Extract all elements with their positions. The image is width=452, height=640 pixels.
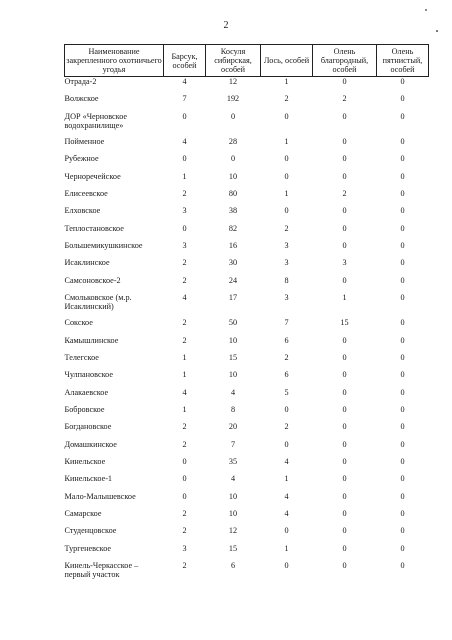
cell-sika-deer: 0 bbox=[400, 387, 405, 397]
cell-badger: 7 bbox=[182, 94, 187, 104]
table-row bbox=[65, 224, 429, 241]
cell-red-deer: 0 bbox=[342, 240, 347, 250]
cell-roe-deer: 192 bbox=[226, 94, 240, 104]
cell-ground-name: Телегское bbox=[64, 352, 99, 362]
scan-speck bbox=[425, 9, 427, 11]
cell-ground-name: Самарское bbox=[64, 508, 102, 518]
cell-ground-name: Кинельское bbox=[64, 456, 106, 466]
cell-badger: 2 bbox=[182, 439, 187, 449]
cell-roe-deer: 17 bbox=[228, 292, 238, 302]
cell-badger: 4 bbox=[182, 77, 187, 86]
table-row bbox=[65, 388, 429, 405]
hunting-grounds-table-wrapper bbox=[64, 44, 429, 586]
cell-elk: 8 bbox=[284, 275, 289, 285]
cell-roe-deer: 24 bbox=[228, 275, 238, 285]
cell-badger: 2 bbox=[182, 188, 187, 198]
cell-elk: 0 bbox=[284, 154, 289, 164]
cell-ground-name: Теплостановское bbox=[64, 223, 124, 233]
cell-sika-deer: 0 bbox=[400, 258, 405, 268]
header-red-deer: Олень благородный, особей bbox=[313, 45, 377, 77]
cell-badger: 3 bbox=[182, 206, 187, 216]
cell-ground-name: Смольковское (м.р. Исаклинский) bbox=[64, 292, 132, 311]
cell-ground-name: Камышлинское bbox=[64, 335, 119, 345]
cell-roe-deer: 15 bbox=[228, 352, 238, 362]
table-row bbox=[65, 561, 429, 586]
hunting-grounds-table bbox=[64, 44, 429, 586]
cell-badger: 1 bbox=[182, 352, 187, 362]
cell-sika-deer: 0 bbox=[400, 77, 405, 86]
cell-badger: 1 bbox=[182, 171, 187, 181]
cell-roe-deer: 38 bbox=[228, 206, 238, 216]
cell-red-deer: 3 bbox=[342, 258, 347, 268]
cell-elk: 4 bbox=[284, 491, 289, 501]
cell-sika-deer: 0 bbox=[400, 111, 405, 121]
cell-sika-deer: 0 bbox=[400, 560, 405, 570]
cell-badger: 2 bbox=[182, 422, 187, 432]
cell-ground-name: Елховское bbox=[64, 206, 101, 216]
cell-red-deer: 0 bbox=[342, 439, 347, 449]
cell-ground-name: Домашкинское bbox=[64, 439, 117, 449]
cell-red-deer: 2 bbox=[342, 188, 347, 198]
cell-badger: 0 bbox=[182, 111, 187, 121]
cell-elk: 1 bbox=[284, 136, 289, 146]
table-row bbox=[65, 492, 429, 509]
cell-roe-deer: 82 bbox=[228, 223, 238, 233]
cell-badger: 0 bbox=[182, 491, 187, 501]
cell-sika-deer: 0 bbox=[400, 206, 405, 216]
cell-red-deer: 0 bbox=[342, 474, 347, 484]
cell-roe-deer: 30 bbox=[228, 258, 238, 268]
cell-red-deer: 0 bbox=[342, 543, 347, 553]
cell-red-deer: 0 bbox=[342, 526, 347, 536]
table-row bbox=[65, 137, 429, 154]
cell-elk: 1 bbox=[284, 188, 289, 198]
cell-red-deer: 0 bbox=[342, 370, 347, 380]
cell-roe-deer: 10 bbox=[228, 171, 238, 181]
scan-speck bbox=[436, 30, 438, 32]
cell-roe-deer: 8 bbox=[230, 404, 236, 414]
cell-ground-name: Алакаевское bbox=[64, 387, 109, 397]
table-row bbox=[65, 440, 429, 457]
table-body bbox=[65, 77, 429, 587]
cell-elk: 3 bbox=[284, 292, 289, 302]
cell-red-deer: 0 bbox=[342, 352, 347, 362]
cell-roe-deer: 7 bbox=[230, 439, 236, 449]
cell-roe-deer: 4 bbox=[230, 474, 236, 484]
cell-elk: 0 bbox=[284, 526, 289, 536]
cell-roe-deer: 80 bbox=[228, 188, 238, 198]
cell-red-deer: 2 bbox=[342, 94, 347, 104]
cell-roe-deer: 4 bbox=[230, 387, 236, 397]
cell-red-deer: 0 bbox=[342, 77, 347, 86]
table-row bbox=[65, 370, 429, 387]
cell-elk: 1 bbox=[284, 77, 289, 86]
table-row bbox=[65, 276, 429, 293]
cell-badger: 0 bbox=[182, 456, 187, 466]
cell-badger: 2 bbox=[182, 508, 187, 518]
cell-elk: 0 bbox=[284, 206, 289, 216]
cell-sika-deer: 0 bbox=[400, 526, 405, 536]
table-row bbox=[65, 206, 429, 223]
cell-red-deer: 0 bbox=[342, 456, 347, 466]
cell-elk: 0 bbox=[284, 111, 289, 121]
table-row bbox=[65, 189, 429, 206]
cell-badger: 2 bbox=[182, 258, 187, 268]
cell-elk: 5 bbox=[284, 387, 289, 397]
cell-sika-deer: 0 bbox=[400, 474, 405, 484]
cell-elk: 2 bbox=[284, 422, 289, 432]
cell-ground-name: Пойменное bbox=[64, 136, 105, 146]
cell-ground-name: ДОР «Черновское водохранилище» bbox=[64, 111, 128, 130]
cell-roe-deer: 0 bbox=[230, 154, 236, 164]
table-row bbox=[65, 112, 429, 137]
cell-ground-name: Студенцовское bbox=[64, 526, 117, 536]
cell-elk: 3 bbox=[284, 240, 289, 250]
cell-sika-deer: 0 bbox=[400, 456, 405, 466]
cell-red-deer: 0 bbox=[342, 491, 347, 501]
cell-red-deer: 15 bbox=[340, 318, 349, 328]
cell-ground-name: Отрада-2 bbox=[64, 77, 97, 86]
cell-elk: 3 bbox=[284, 258, 289, 268]
table-row bbox=[65, 422, 429, 439]
cell-red-deer: 0 bbox=[342, 136, 347, 146]
cell-badger: 4 bbox=[182, 136, 187, 146]
cell-sika-deer: 0 bbox=[400, 543, 405, 553]
cell-elk: 0 bbox=[284, 171, 289, 181]
cell-elk: 0 bbox=[284, 560, 289, 570]
cell-badger: 2 bbox=[182, 335, 187, 345]
cell-ground-name: Мало-Малышевское bbox=[64, 491, 136, 501]
cell-sika-deer: 0 bbox=[400, 352, 405, 362]
header-sika-deer: Олень пятнистый, особей bbox=[377, 45, 429, 77]
table-row bbox=[65, 258, 429, 275]
cell-ground-name: Большемикушкинское bbox=[64, 240, 143, 250]
cell-roe-deer: 0 bbox=[230, 111, 236, 121]
cell-badger: 1 bbox=[182, 370, 187, 380]
cell-elk: 0 bbox=[284, 439, 289, 449]
table-row bbox=[65, 293, 429, 318]
cell-red-deer: 1 bbox=[342, 292, 347, 302]
cell-badger: 4 bbox=[182, 292, 187, 302]
cell-sika-deer: 0 bbox=[400, 422, 405, 432]
cell-sika-deer: 0 bbox=[400, 136, 405, 146]
cell-sika-deer: 0 bbox=[400, 275, 405, 285]
cell-badger: 2 bbox=[182, 526, 187, 536]
cell-badger: 2 bbox=[182, 318, 187, 328]
cell-badger: 2 bbox=[182, 560, 187, 570]
cell-sika-deer: 0 bbox=[400, 508, 405, 518]
table-row bbox=[65, 241, 429, 258]
cell-sika-deer: 0 bbox=[400, 188, 405, 198]
cell-ground-name: Сокское bbox=[64, 318, 93, 328]
cell-sika-deer: 0 bbox=[400, 292, 405, 302]
cell-red-deer: 0 bbox=[342, 206, 347, 216]
cell-red-deer: 0 bbox=[342, 111, 347, 121]
cell-roe-deer: 12 bbox=[228, 77, 238, 86]
cell-ground-name: Чулпановское bbox=[64, 370, 113, 380]
cell-roe-deer: 35 bbox=[228, 456, 238, 466]
header-elk: Лось, особей bbox=[261, 45, 313, 77]
table-row bbox=[65, 318, 429, 335]
table-row bbox=[65, 353, 429, 370]
cell-red-deer: 0 bbox=[342, 154, 347, 164]
cell-ground-name: Кинельское-1 bbox=[64, 474, 113, 484]
cell-badger: 0 bbox=[182, 223, 187, 233]
cell-elk: 4 bbox=[284, 508, 289, 518]
table-header-row bbox=[65, 45, 429, 77]
table-row bbox=[65, 77, 429, 95]
cell-roe-deer: 10 bbox=[228, 491, 238, 501]
cell-ground-name: Кинель-Черкасское – первый участок bbox=[64, 560, 139, 579]
cell-roe-deer: 50 bbox=[228, 318, 238, 328]
cell-elk: 7 bbox=[284, 318, 289, 328]
cell-red-deer: 0 bbox=[342, 171, 347, 181]
cell-badger: 3 bbox=[182, 240, 187, 250]
cell-elk: 6 bbox=[284, 370, 289, 380]
cell-roe-deer: 10 bbox=[228, 335, 238, 345]
cell-sika-deer: 0 bbox=[400, 154, 405, 164]
cell-red-deer: 0 bbox=[342, 508, 347, 518]
cell-sika-deer: 0 bbox=[400, 491, 405, 501]
cell-elk: 1 bbox=[284, 543, 289, 553]
cell-badger: 2 bbox=[182, 275, 187, 285]
cell-sika-deer: 0 bbox=[400, 171, 405, 181]
cell-sika-deer: 0 bbox=[400, 439, 405, 449]
header-badger: Барсук, особей bbox=[164, 45, 206, 77]
table-row bbox=[65, 405, 429, 422]
table-row bbox=[65, 509, 429, 526]
cell-badger: 0 bbox=[182, 474, 187, 484]
cell-sika-deer: 0 bbox=[400, 318, 405, 328]
cell-ground-name: Исаклинское bbox=[64, 258, 110, 268]
cell-roe-deer: 16 bbox=[228, 240, 238, 250]
cell-roe-deer: 15 bbox=[228, 543, 238, 553]
cell-red-deer: 0 bbox=[342, 387, 347, 397]
cell-ground-name: Волжское bbox=[64, 94, 99, 104]
cell-sika-deer: 0 bbox=[400, 335, 405, 345]
cell-roe-deer: 28 bbox=[228, 136, 238, 146]
table-row bbox=[65, 526, 429, 543]
table-row bbox=[65, 457, 429, 474]
page-number: 2 bbox=[223, 20, 229, 31]
header-ground-name: Наименование закрепленного охотничьего угодья bbox=[65, 45, 164, 77]
table-row bbox=[65, 154, 429, 171]
cell-red-deer: 0 bbox=[342, 275, 347, 285]
cell-elk: 2 bbox=[284, 94, 289, 104]
table-row bbox=[65, 544, 429, 561]
cell-sika-deer: 0 bbox=[400, 223, 405, 233]
cell-elk: 6 bbox=[284, 335, 289, 345]
cell-roe-deer: 6 bbox=[230, 560, 236, 570]
cell-ground-name: Черноречейское bbox=[64, 171, 121, 181]
table-row bbox=[65, 172, 429, 189]
cell-roe-deer: 12 bbox=[228, 526, 238, 536]
cell-roe-deer: 10 bbox=[228, 508, 238, 518]
header-roe-deer: Косуля сибирская, особей bbox=[206, 45, 261, 77]
cell-sika-deer: 0 bbox=[400, 404, 405, 414]
cell-ground-name: Тургеневское bbox=[64, 543, 112, 553]
cell-ground-name: Рубежное bbox=[64, 154, 99, 164]
cell-ground-name: Богдановское bbox=[64, 422, 112, 432]
cell-red-deer: 0 bbox=[342, 422, 347, 432]
cell-roe-deer: 20 bbox=[228, 422, 238, 432]
cell-badger: 3 bbox=[182, 543, 187, 553]
cell-badger: 1 bbox=[182, 404, 187, 414]
cell-elk: 2 bbox=[284, 352, 289, 362]
cell-badger: 0 bbox=[182, 154, 187, 164]
cell-red-deer: 0 bbox=[342, 223, 347, 233]
cell-ground-name: Елисеевское bbox=[64, 188, 108, 198]
cell-badger: 4 bbox=[182, 387, 187, 397]
cell-roe-deer: 10 bbox=[228, 370, 238, 380]
cell-sika-deer: 0 bbox=[400, 370, 405, 380]
table-row bbox=[65, 474, 429, 491]
table-row bbox=[65, 336, 429, 353]
cell-elk: 0 bbox=[284, 404, 289, 414]
cell-ground-name: Бобровское bbox=[64, 404, 105, 414]
cell-red-deer: 0 bbox=[342, 560, 347, 570]
cell-ground-name: Самсоновское-2 bbox=[64, 275, 121, 285]
cell-elk: 2 bbox=[284, 223, 289, 233]
cell-elk: 4 bbox=[284, 456, 289, 466]
cell-red-deer: 0 bbox=[342, 335, 347, 345]
cell-sika-deer: 0 bbox=[400, 240, 405, 250]
table-row bbox=[65, 94, 429, 111]
cell-red-deer: 0 bbox=[342, 404, 347, 414]
cell-elk: 1 bbox=[284, 474, 289, 484]
cell-sika-deer: 0 bbox=[400, 94, 405, 104]
